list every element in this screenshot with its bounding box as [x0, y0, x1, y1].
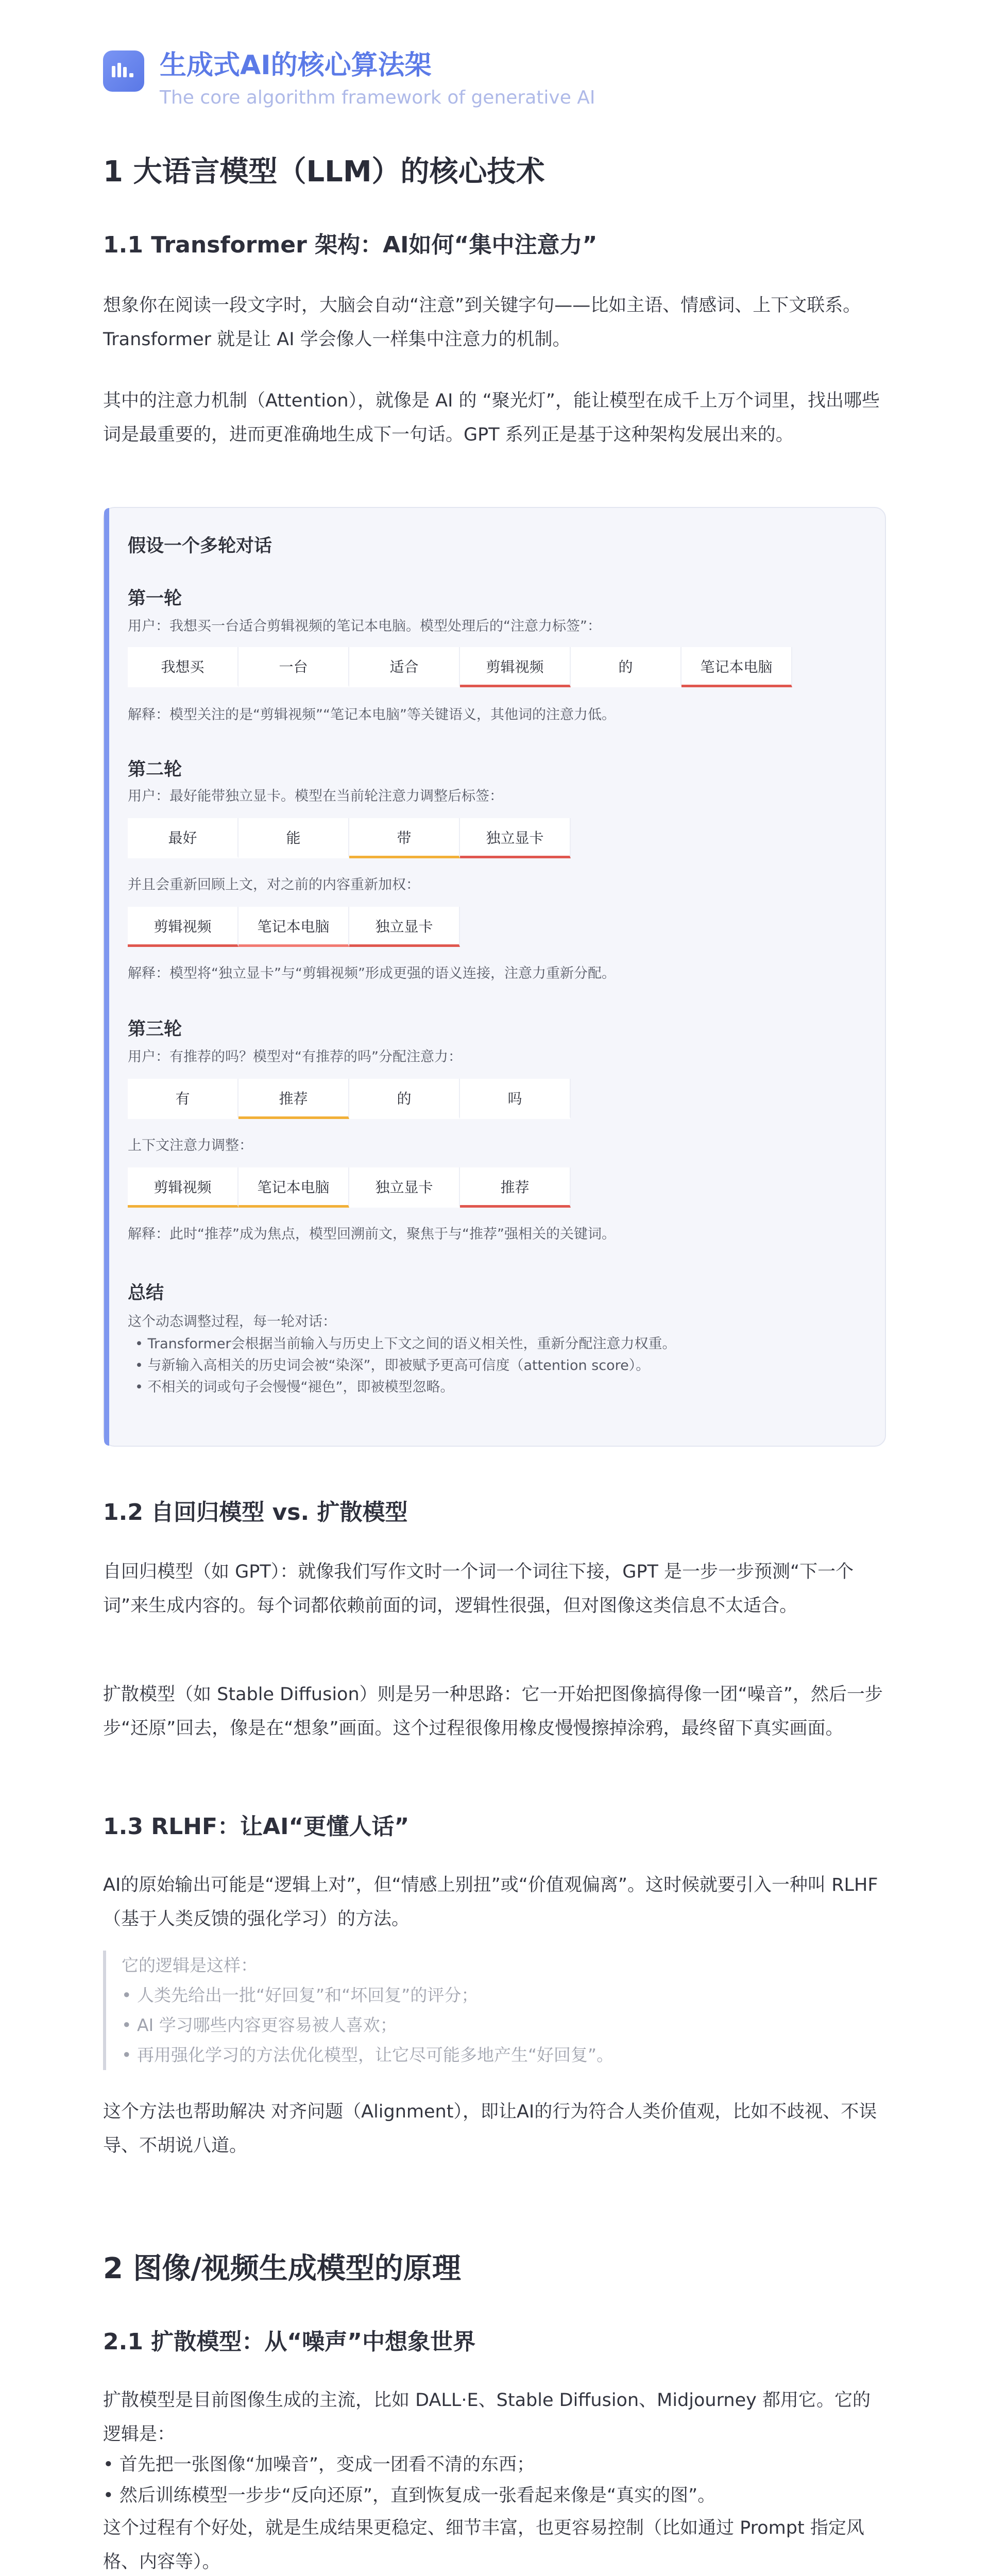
token: 最好	[128, 818, 238, 858]
section-2-heading: 2 图像/视频生成模型的原理	[103, 2252, 461, 2285]
token: 独立显卡	[349, 1167, 460, 1208]
token-highlighted: 推荐	[238, 1079, 349, 1119]
page-header	[103, 47, 886, 120]
token-highlighted: 笔记本电脑	[681, 647, 792, 687]
diffusion-steps-list	[103, 2449, 886, 2511]
token: 适合	[349, 647, 460, 687]
token: 我想买	[128, 647, 238, 687]
paragraph: 自回归模型（如 GPT）：就像我们写作文时一个词一个词往下接，GPT 是一步一步预测“下一个词”来生成内容的。每个词都依赖前面的词，逻辑性很强，但对图像这类信息不太适合。	[103, 1562, 854, 1616]
paragraph: 扩散模型（如 Stable Diffusion）则是另一种思路：它一开始把图像搞得像一团“噪音”，然后一步步“还原”回去，像是在“想象”画面。这个过程很像用橡皮慢慢擦掉涂鸦，最终留下真实画面。	[103, 1684, 883, 1739]
round-2-note: 解释：模型将“独立显卡”与“剪辑视频”形成更强的语义连接，注意力重新分配。	[128, 965, 616, 981]
list-item: • 然后训练模型一步步“反向还原”，直到恢复成一张看起来像是“真实的图”。	[103, 2485, 716, 2506]
round-2-title: 第二轮	[128, 759, 182, 780]
token-highlighted: 推荐	[460, 1167, 571, 1208]
quote-line: 它的逻辑是这样：	[122, 1955, 258, 1975]
token: 吗	[460, 1079, 571, 1119]
card-accent-bar	[104, 508, 109, 1446]
round-1-note: 解释：模型关注的是“剪辑视频”“笔记本电脑”等关键语义，其他词的注意力低。	[128, 707, 616, 723]
token: 有	[128, 1079, 238, 1119]
token: 能	[238, 818, 349, 858]
token-highlighted: 带	[349, 818, 460, 858]
logo-icon	[103, 50, 144, 92]
token-highlighted: 剪辑视频	[128, 907, 238, 947]
token-highlighted: 独立显卡	[460, 818, 571, 858]
token: 一台	[238, 647, 349, 687]
token-highlighted: 剪辑视频	[128, 1167, 238, 1208]
card-title: 假设一个多轮对话	[128, 536, 272, 556]
paragraph: 其中的注意力机制（Attention），就像是 AI 的 “聚光灯”，能让模型在成千上万个词里，找出哪些词是最重要的，进而更准确地生成下一句话。GPT 系列正是基于这种架构发展出来的。	[103, 391, 880, 445]
token-highlighted: 剪辑视频	[460, 647, 571, 687]
token-highlighted: 独立显卡	[349, 907, 460, 947]
round-3-title: 第三轮	[128, 1019, 182, 1040]
page-subtitle: The core algorithm framework of generative AI	[160, 87, 595, 108]
round-3-question-2: 上下文注意力调整：	[128, 1138, 253, 1154]
paragraph: 扩散模型是目前图像生成的主流，比如 DALL·E、Stable Diffusion、Midjourney 都用它。它的逻辑是：	[103, 2390, 871, 2445]
token-highlighted: 笔记本电脑	[238, 907, 349, 947]
token-highlighted: 笔记本电脑	[238, 1167, 349, 1208]
quote-line: • 人类先给出一批“好回复”和“坏回复”的评分；	[122, 1985, 479, 2005]
round-3-tokens-2	[128, 1167, 571, 1208]
round-3-question: 用户：有推荐的吗？模型对“有推荐的吗”分配注意力：	[128, 1049, 462, 1065]
round-2-question-2: 并且会重新回顾上文，对之前的内容重新加权：	[128, 877, 420, 893]
list-item: • 首先把一张图像“加噪音”，变成一团看不清的东西；	[103, 2454, 535, 2475]
token: 的	[349, 1079, 460, 1119]
quote-line: • 再用强化学习的方法优化模型，让它尽可能多地产生“好回复”。	[122, 2045, 614, 2065]
attention-example-card	[103, 507, 886, 1447]
summary-item: • 与新输入高相关的历史词会被“染深”，即被赋予更高可信度（attention score）。	[135, 1358, 650, 1374]
round-2-tokens	[128, 818, 571, 858]
rlhf-quote	[103, 1951, 886, 2070]
section-1-2-heading: 1.2 自回归模型 vs. 扩散模型	[103, 1499, 408, 1526]
round-1-title: 第一轮	[128, 588, 182, 609]
round-1-tokens	[128, 647, 792, 687]
section-2-1-heading: 2.1 扩散模型：从“噪声”中想象世界	[103, 2329, 476, 2355]
summary-item: • 不相关的词或句子会慢慢“褪色”，即被模型忽略。	[135, 1379, 454, 1395]
round-3-note: 解释：此时“推荐”成为焦点，模型回溯前文，聚焦于与“推荐”强相关的关键词。	[128, 1226, 616, 1242]
summary-list	[135, 1333, 676, 1398]
page-title: 生成式AI的核心算法架	[160, 50, 432, 81]
token: 的	[571, 647, 681, 687]
round-1-question: 用户：我想买一台适合剪辑视频的笔记本电脑。模型处理后的“注意力标签”：	[128, 618, 601, 634]
paragraph: 想象你在阅读一段文字时，大脑会自动“注意”到关键字句——比如主语、情感词、上下文联系。Transformer 就是让 AI 学会像人一样集中注意力的机制。	[103, 295, 861, 350]
round-2-tokens-2	[128, 907, 460, 947]
summary-title: 总结	[128, 1283, 164, 1303]
round-3-tokens	[128, 1079, 571, 1119]
section-1-3-heading: 1.3 RLHF：让AI“更懂人话”	[103, 1814, 410, 1840]
round-2-question: 用户：最好能带独立显卡。模型在当前轮注意力调整后标签：	[128, 788, 503, 804]
paragraph: AI的原始输出可能是“逻辑上对”，但“情感上别扭”或“价值观偏离”。这时候就要引入一种叫 RLHF（基于人类反馈的强化学习）的方法。	[103, 1875, 878, 1929]
quote-line: • AI 学习哪些内容更容易被人喜欢；	[122, 2015, 397, 2035]
section-1-heading: 1 大语言模型（LLM）的核心技术	[103, 155, 545, 189]
section-1-1-heading: 1.1 Transformer 架构：AI如何“集中注意力”	[103, 232, 598, 258]
paragraph: 这个方法也帮助解决 对齐问题（Alignment），即让AI的行为符合人类价值观，比如不歧视、不误导、不胡说八道。	[103, 2102, 877, 2156]
summary-intro: 这个动态调整过程，每一轮对话：	[128, 1314, 336, 1330]
summary-item: • Transformer会根据当前输入与历史上下文之间的语义相关性，重新分配注意力权重。	[135, 1336, 676, 1352]
paragraph: 这个过程有个好处，就是生成结果更稳定、细节丰富，也更容易控制（比如通过 Prompt 指定风格、内容等）。	[103, 2518, 864, 2572]
